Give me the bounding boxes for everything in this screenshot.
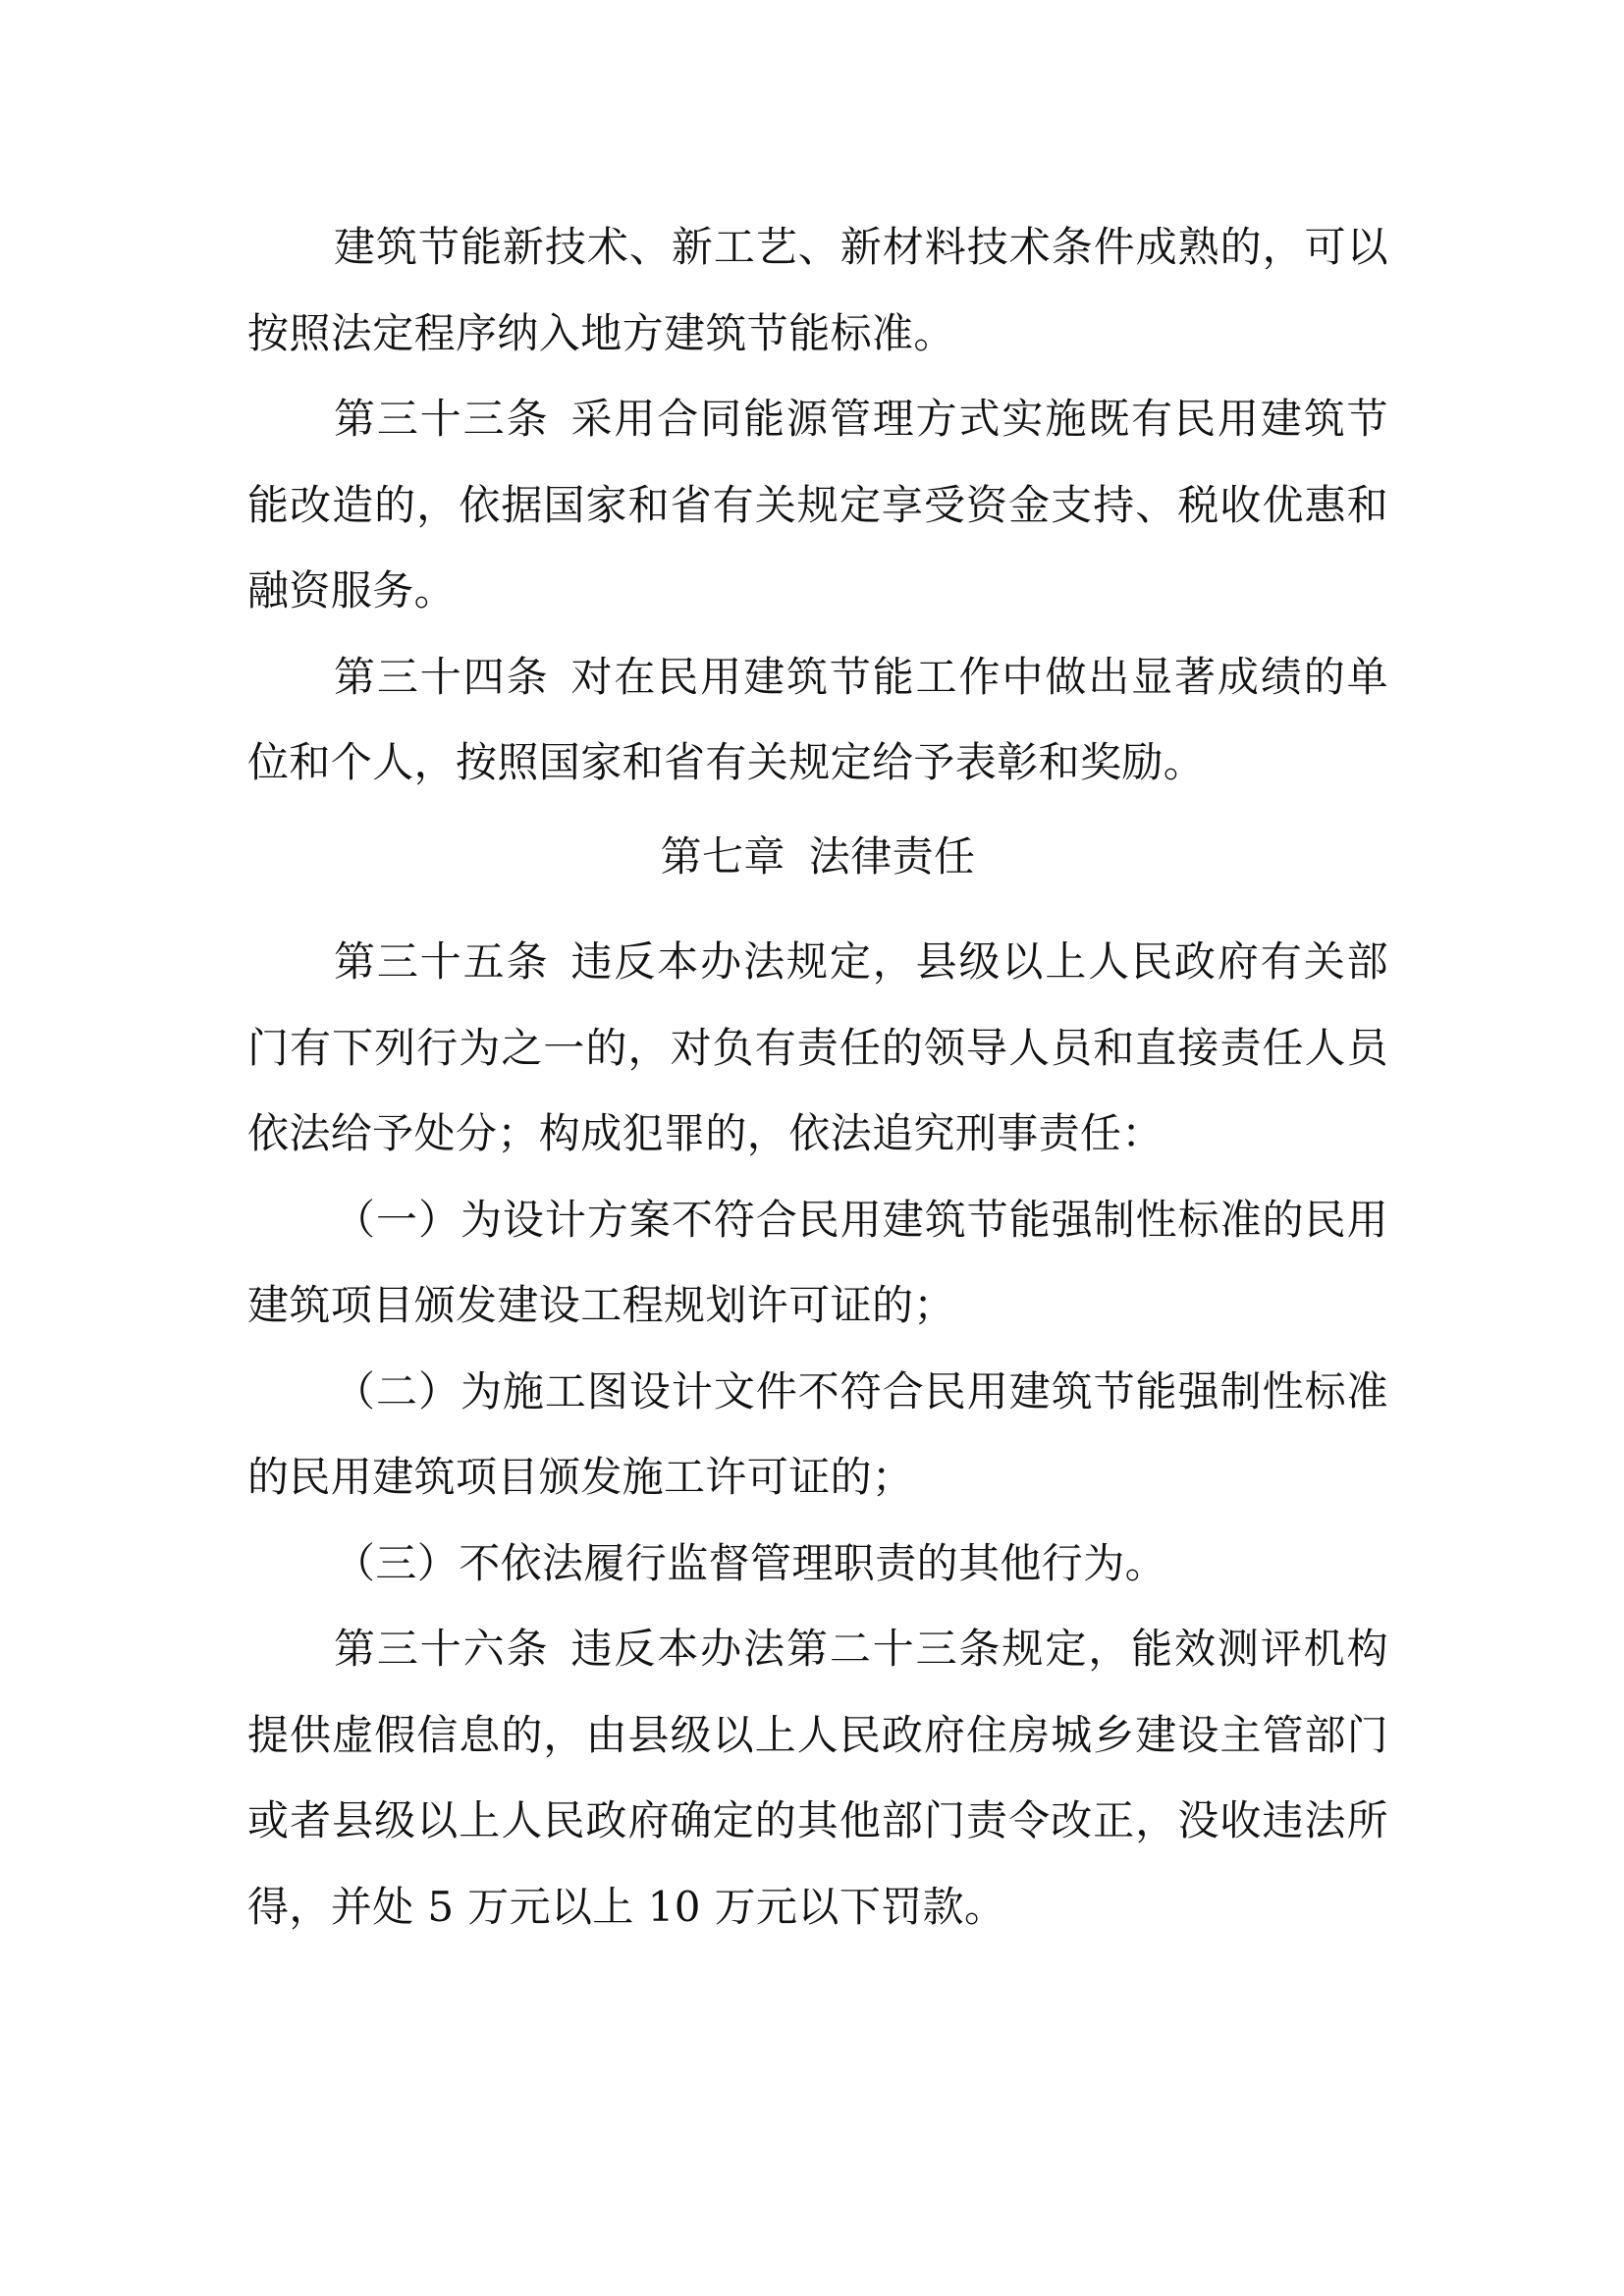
article-text: 对在民用建筑节能工作中做出显著成绩的单位和个人，按照国家和省有关规定给予表彰和奖励。 bbox=[247, 652, 1388, 786]
fine-amount-max: 10 bbox=[647, 1882, 701, 1931]
article-text-part1: 违反本办法第二十三条规定，能效测评机构提供虚假信息的，由县级以上人民政府住房城乡建设主管部门或者县级以上人民政府确定的其他部门责令改正，没收违法所得，并处 bbox=[247, 1625, 1388, 1931]
article-text-part2: 万元以上 bbox=[454, 1882, 648, 1931]
article-35 bbox=[247, 919, 1388, 1177]
list-item-2 bbox=[247, 1349, 1388, 1521]
paragraph-text: 建筑节能新技术、新工艺、新材料技术条件成熟的，可以按照法定程序纳入地方建筑节能标准。 bbox=[247, 223, 1388, 357]
list-item-3 bbox=[247, 1521, 1388, 1607]
article-number: 第三十六条 bbox=[334, 1625, 550, 1673]
list-item-text: （一）为设计方案不符合民用建筑节能强制性标准的民用建筑项目颁发建设工程规划许可证的； bbox=[247, 1195, 1388, 1329]
article-34 bbox=[247, 634, 1388, 806]
article-33 bbox=[247, 376, 1388, 634]
document-body bbox=[247, 204, 1388, 1949]
article-36 bbox=[247, 1606, 1388, 1949]
fine-amount-min: 5 bbox=[427, 1882, 455, 1931]
article-text: 违反本办法规定，县级以上人民政府有关部门有下列行为之一的，对负有责任的领导人员和直接责任人员依法给予处分；构成犯罪的，依法追究刑事责任： bbox=[247, 937, 1388, 1157]
list-item-1 bbox=[247, 1177, 1388, 1349]
list-item-text: （三）不依法履行监督管理职责的其他行为。 bbox=[334, 1538, 1167, 1587]
paragraph-tech-standards bbox=[247, 204, 1388, 376]
chapter-heading bbox=[247, 806, 1388, 920]
article-number: 第三十五条 bbox=[334, 937, 550, 986]
chapter-title: 法律责任 bbox=[808, 831, 976, 881]
article-number: 第三十四条 bbox=[334, 652, 550, 701]
article-text: 采用合同能源管理方式实施既有民用建筑节能改造的，依据国家和省有关规定享受资金支持、税收优惠和融资服务。 bbox=[247, 395, 1388, 614]
chapter-number: 第七章 bbox=[660, 831, 785, 881]
list-item-text: （二）为施工图设计文件不符合民用建筑节能强制性标准的民用建筑项目颁发施工许可证的； bbox=[247, 1366, 1388, 1501]
article-text-part3: 万元以下罚款。 bbox=[700, 1882, 1006, 1931]
article-number: 第三十三条 bbox=[334, 395, 550, 443]
